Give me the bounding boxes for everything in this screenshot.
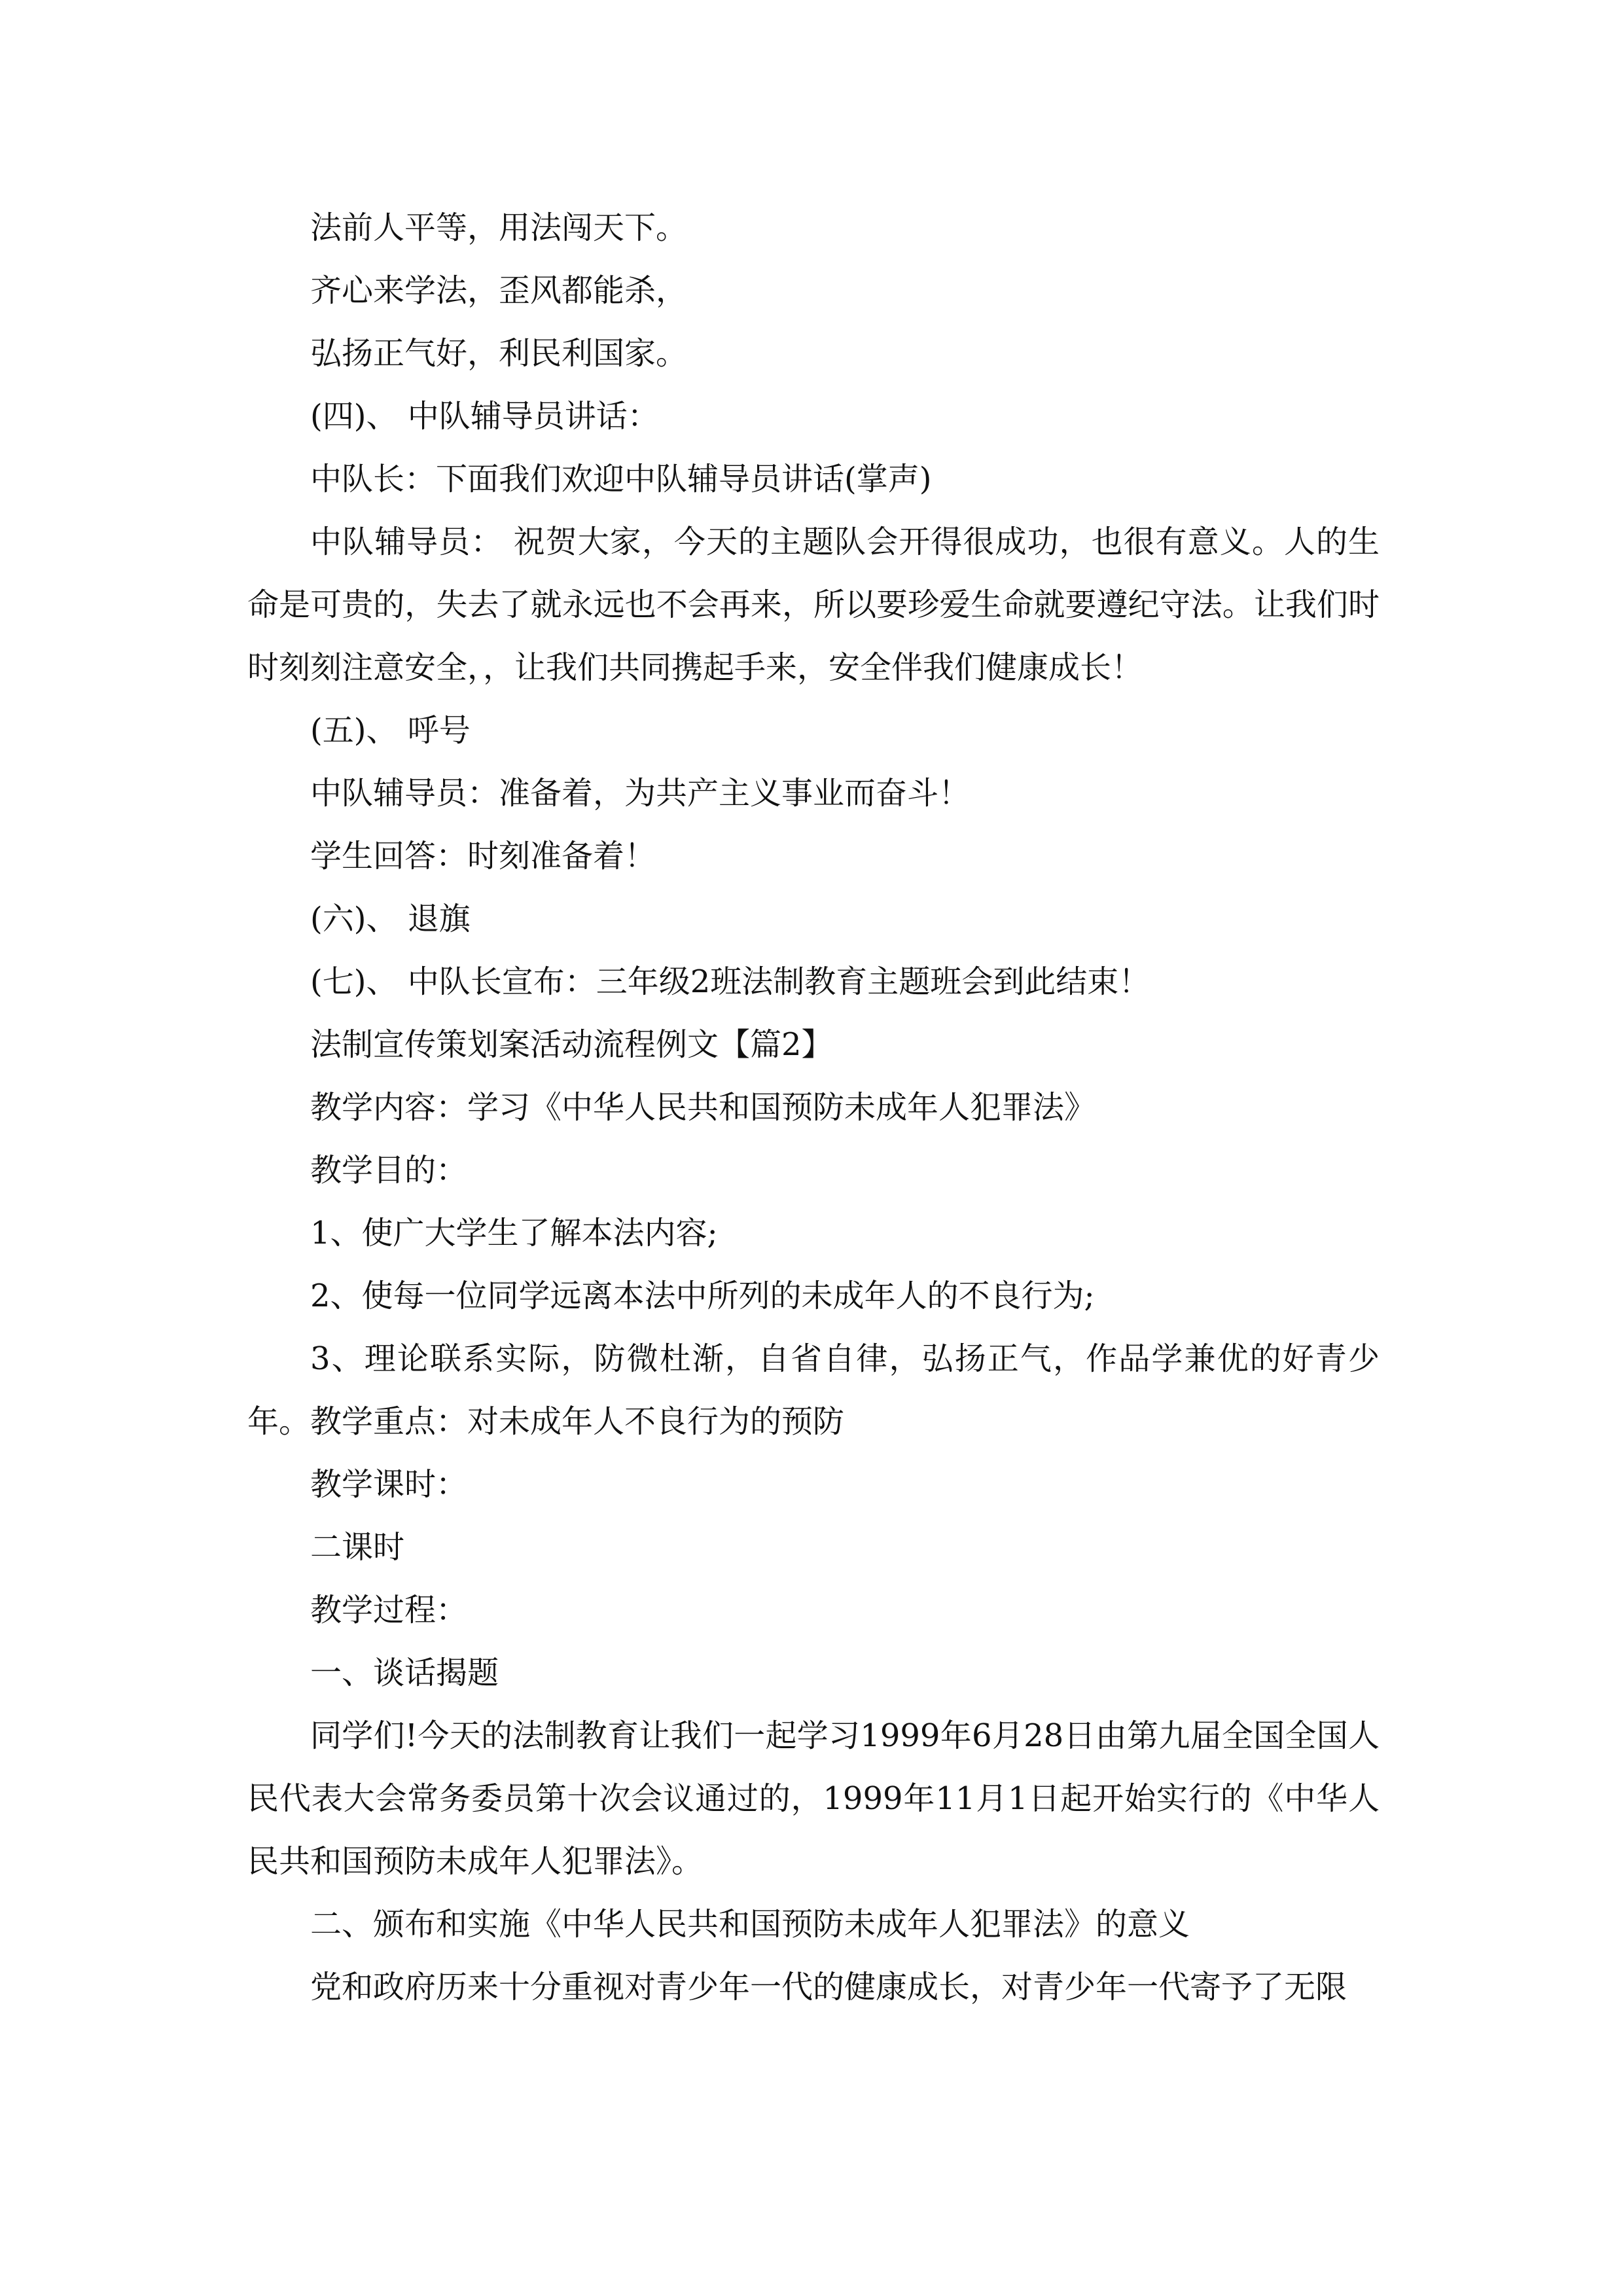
paragraph: 同学们!今天的法制教育让我们一起学习1999年6月28日由第九届全国全国人民代表大会常务委员第十次会议通过的，1999年11月1日起开始实行的《中华人民共和国预防未成年人犯罪法》。 (247, 1717, 1380, 1880)
paragraph: 教学课时： (310, 1466, 468, 1503)
paragraph: 学生回答：时刻准备着！ (310, 838, 656, 874)
document-body (247, 196, 1380, 2018)
section-heading: (六)、 退旗 (310, 901, 471, 937)
article-title: 法制宣传策划案活动流程例文【篇2】 (310, 1026, 833, 1063)
list-item: 3、理论联系实际，防微杜渐，自省自律，弘扬正气，作品学兼优的好青少年。教学重点：对未成年人不良行为的预防 (247, 1340, 1380, 1440)
list-item: 2、使每一位同学远离本法中所列的未成年人的不良行为; (310, 1278, 1095, 1314)
paragraph: 教学过程： (310, 1592, 468, 1628)
section-heading: 一、谈话揭题 (310, 1655, 499, 1691)
paragraph: 中队长：下面我们欢迎中队辅导员讲话(掌声) (310, 461, 932, 497)
paragraph: 弘扬正气好，利民利国家。 (310, 335, 688, 372)
paragraph: 教学内容：学习《中华人民共和国预防未成年人犯罪法》 (310, 1089, 1096, 1126)
paragraph: 中队辅导员： 祝贺大家，今天的主题队会开得很成功，也很有意义。人的生命是可贵的，失去了就永远也不会再来，所以要珍爱生命就要遵纪守法。让我们时时刻刻注意安全，，让我们共同携起手来，安全伴我们健康成长！ (247, 524, 1380, 686)
list-item: 1、使广大学生了解本法内容; (310, 1215, 718, 1251)
section-heading: (五)、 呼号 (310, 712, 471, 749)
paragraph: 教学目的： (310, 1152, 468, 1189)
paragraph: 法前人平等，用法闯天下。 (310, 209, 688, 246)
section-heading: (四)、 中队辅导员讲话： (310, 398, 659, 435)
paragraph: 中队辅导员：准备着，为共产主义事业而奋斗！ (310, 775, 971, 812)
paragraph: 二课时 (310, 1529, 405, 1566)
section-heading: (七)、 中队长宣布：三年级2班法制教育主题班会到此结束！ (310, 963, 1150, 1000)
paragraph: 齐心来学法，歪风都能杀， (310, 272, 688, 309)
paragraph: 党和政府历来十分重视对青少年一代的健康成长，对青少年一代寄予了无限 (310, 1969, 1347, 2005)
section-heading: 二、颁布和实施《中华人民共和国预防未成年人犯罪法》的意义 (310, 1906, 1190, 1943)
